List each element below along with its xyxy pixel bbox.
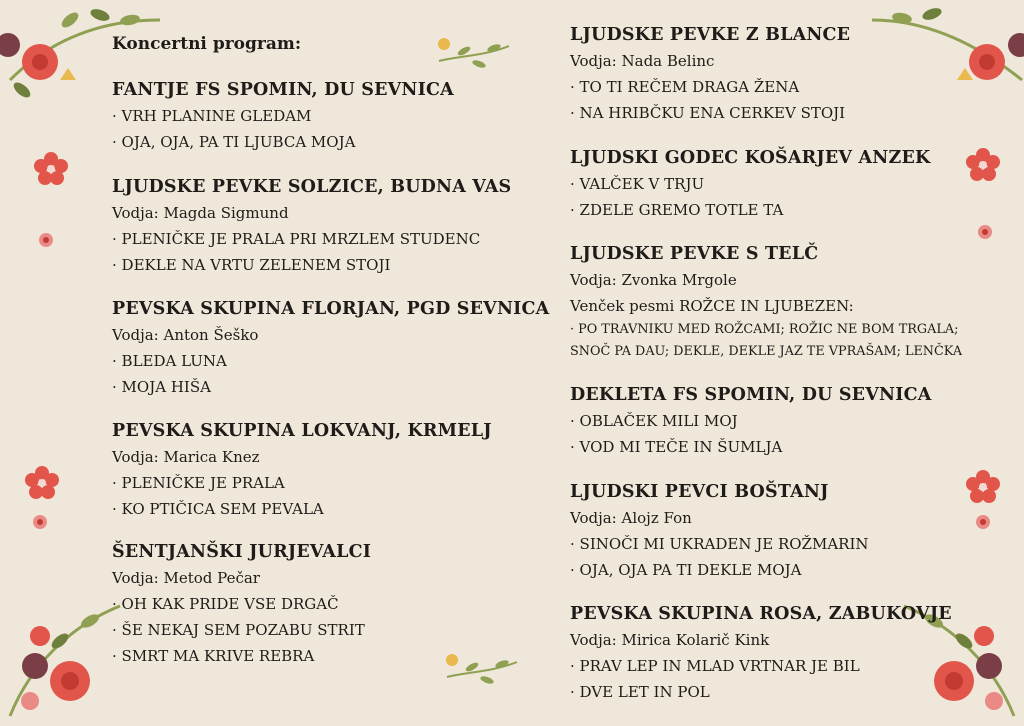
song-item: · ZDELE GREMO TOTLE TA (570, 197, 1000, 223)
song-item: · VALČEK V TRJU (570, 171, 1000, 197)
performer-group (570, 601, 1000, 705)
performer-group (570, 479, 1000, 583)
group-leader: Vodja: Marica Knez (112, 448, 260, 466)
group-leader: Vodja: Mirica Kolarič Kink (570, 631, 770, 649)
song-item: · OH KAK PRIDE VSE DRGAČ (112, 591, 542, 617)
group-title: LJUDSKI GODEC KOŠARJEV ANZEK (570, 148, 931, 168)
performer-group (112, 539, 542, 669)
song-item: · ŠE NEKAJ SEM POZABU STRIT (112, 617, 542, 643)
performer-group (112, 418, 542, 522)
song-item: · SINOČI MI UKRADEN JE ROŽMARIN (570, 531, 1000, 557)
performer-group (112, 296, 550, 400)
group-leader: Vodja: Anton Šeško (112, 326, 259, 344)
group-leader: Vodja: Metod Pečar (112, 569, 260, 587)
song-item: · OBLAČEK MILI MOJ (570, 408, 1000, 434)
program-title: Koncertni program: (112, 34, 302, 54)
performer-group (112, 77, 542, 155)
group-leader: Vodja: Magda Sigmund (112, 204, 289, 222)
song-item: · DEKLE NA VRTU ZELENEM STOJI (112, 252, 542, 278)
flower-right-2 (977, 224, 993, 240)
group-title: LJUDSKI PEVCI BOŠTANJ (570, 482, 829, 502)
group-title: LJUDSKE PEVKE Z BLANCE (570, 25, 851, 45)
song-item: · PLENIČKE JE PRALA PRI MRZLEM STUDENC (112, 226, 542, 252)
song-item: · NA HRIBČKU ENA CERKEV STOJI (570, 100, 1000, 126)
flower-left-1 (34, 152, 68, 186)
floral-corner-bottom-left (0, 596, 130, 726)
song-item: · TO TI REČEM DRAGA ŽENA (570, 74, 1000, 100)
group-leader: Vodja: Zvonka Mrgole (570, 271, 737, 289)
song-item: · SMRT MA KRIVE REBRA (112, 643, 542, 669)
song-item: · PLENIČKE JE PRALA (112, 470, 542, 496)
song-item: · PRAV LEP IN MLAD VRTNAR JE BIL (570, 653, 1000, 679)
performer-group (112, 174, 542, 278)
group-title: PEVSKA SKUPINA LOKVANJ, KRMELJ (112, 421, 492, 441)
group-title: FANTJE FS SPOMIN, DU SEVNICA (112, 80, 454, 100)
group-title: PEVSKA SKUPINA ROSA, ZABUKOVJE (570, 604, 952, 624)
song-item: · DVE LET IN POL (570, 679, 1000, 705)
song-item: · BLEDA LUNA (112, 348, 542, 374)
group-title: ŠENTJANŠKI JURJEVALCI (112, 542, 372, 562)
group-title: LJUDSKE PEVKE SOLZICE, BUDNA VAS (112, 177, 512, 197)
song-item: · MOJA HIŠA (112, 374, 542, 400)
song-item: · VOD MI TEČE IN ŠUMLJA (570, 434, 1000, 460)
medley-label: Venček pesmi ROŽCE IN LJUBEZEN: (570, 297, 854, 315)
group-title: DEKLETA FS SPOMIN, DU SEVNICA (570, 385, 932, 405)
group-leader: Vodja: Nada Belinc (570, 52, 715, 70)
performer-group (570, 145, 1000, 223)
group-title: LJUDSKE PEVKE S TELČ (570, 244, 819, 264)
group-leader: Vodja: Alojz Fon (570, 509, 692, 527)
song-item: · OJA, OJA, PA TI LJUBCA MOJA (112, 129, 542, 155)
flower-left-2 (38, 232, 54, 248)
performer-group (570, 22, 1000, 126)
sprig-top-center (434, 36, 514, 76)
performer-group (570, 241, 1000, 363)
flower-left-3 (25, 466, 59, 500)
song-item: · VRH PLANINE GLEDAM (112, 103, 542, 129)
group-title: PEVSKA SKUPINA FLORJAN, PGD SEVNICA (112, 299, 550, 319)
medley-line: · PO TRAVNIKU MED ROŽCAMI; ROŽIC NE BOM TRGALA; (570, 322, 959, 337)
performer-group (570, 382, 1000, 460)
song-item: · OJA, OJA PA TI DEKLE MOJA (570, 557, 1000, 583)
flower-left-4 (32, 514, 48, 530)
song-item: · KO PTIČICA SEM PEVALA (112, 496, 542, 522)
medley-line: SNOČ PA DAU; DEKLE, DEKLE JAZ TE VPRAŠAM; LENČKA (570, 344, 963, 359)
